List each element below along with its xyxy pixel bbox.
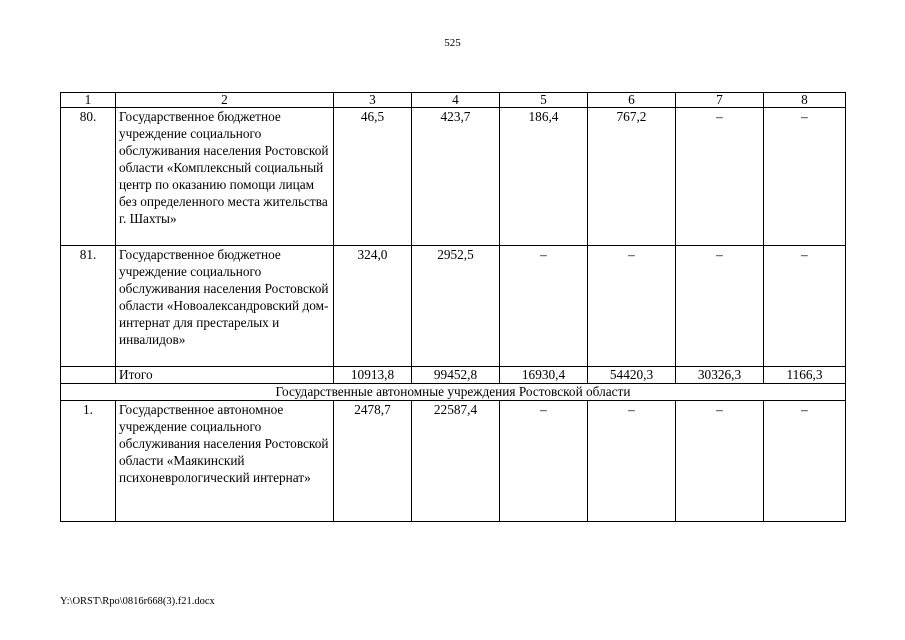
column-header: 6 <box>588 93 676 108</box>
value-cell-6: 767,2 <box>588 108 676 246</box>
institution-name-cell: Государственное автономное учреждение социального обслуживания населения Ростовской области «Маякинский психоневрологический интернат» <box>116 401 334 522</box>
total-cell-8: 1166,3 <box>764 367 846 384</box>
section-heading: Государственные автономные учреждения Ростовской области <box>61 384 846 401</box>
total-cell-7: 30326,3 <box>676 367 764 384</box>
document-file-path: Y:\ORST\Rpo\0816r668(3).f21.docx <box>60 596 215 607</box>
value-cell-4: 423,7 <box>412 108 500 246</box>
total-cell-5: 16930,4 <box>500 367 588 384</box>
value-cell-7: – <box>676 401 764 522</box>
value-cell-8: – <box>764 108 846 246</box>
column-header: 1 <box>61 93 116 108</box>
value-cell-8: – <box>764 401 846 522</box>
column-header: 3 <box>334 93 412 108</box>
column-header: 7 <box>676 93 764 108</box>
total-label-cell: Итого <box>116 367 334 384</box>
table-row <box>61 246 846 367</box>
row-number-cell: 81. <box>61 246 116 367</box>
page-number: 525 <box>444 37 461 49</box>
table-header-row <box>61 93 846 108</box>
column-header: 2 <box>116 93 334 108</box>
value-cell-4: 2952,5 <box>412 246 500 367</box>
row-number-cell: 1. <box>61 401 116 522</box>
value-cell-6: – <box>588 401 676 522</box>
total-row <box>61 367 846 384</box>
value-cell-3: 324,0 <box>334 246 412 367</box>
value-cell-8: – <box>764 246 846 367</box>
value-cell-7: – <box>676 246 764 367</box>
value-cell-5: 186,4 <box>500 108 588 246</box>
total-cell-6: 54420,3 <box>588 367 676 384</box>
total-cell-3: 10913,8 <box>334 367 412 384</box>
value-cell-5: – <box>500 246 588 367</box>
value-cell-5: – <box>500 401 588 522</box>
value-cell-3: 46,5 <box>334 108 412 246</box>
value-cell-4: 22587,4 <box>412 401 500 522</box>
institution-name-cell: Государственное бюджетное учреждение социального обслуживания населения Ростовской области «Комплексный социальный центр по оказанию помощи лицам без определенного места жительства г. Шахты» <box>116 108 334 246</box>
column-header: 5 <box>500 93 588 108</box>
value-cell-7: – <box>676 108 764 246</box>
data-table <box>60 92 846 522</box>
section-heading-row <box>61 384 846 401</box>
total-number-cell <box>61 367 116 384</box>
column-header: 8 <box>764 93 846 108</box>
table-row <box>61 108 846 246</box>
row-number-cell: 80. <box>61 108 116 246</box>
institution-name-cell: Государственное бюджетное учреждение социального обслуживания населения Ростовской области «Новоалександровский дом-интернат для престарелых и инвалидов» <box>116 246 334 367</box>
value-cell-6: – <box>588 246 676 367</box>
value-cell-3: 2478,7 <box>334 401 412 522</box>
total-cell-4: 99452,8 <box>412 367 500 384</box>
column-header: 4 <box>412 93 500 108</box>
table-row <box>61 401 846 522</box>
